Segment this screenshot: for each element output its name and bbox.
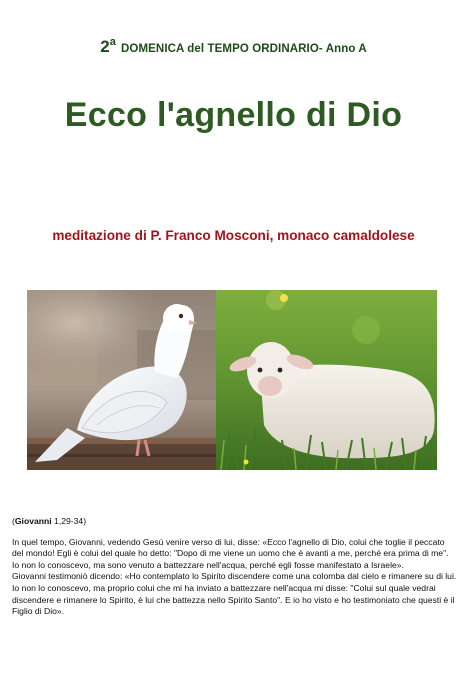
liturgical-heading	[0, 36, 467, 57]
page-title: Ecco l'agnello di Dio	[64, 96, 403, 134]
sunday-ordinal: a	[109, 36, 117, 48]
lamb-image	[216, 290, 437, 470]
gospel-paragraph-1: In quel tempo, Giovanni, vedendo Gesù venire verso di lui, disse: «Ecco l'agnello di Dio, colui che toglie il peccato del mondo! Egli è colui del quale ho detto: "Dopo di me viene un uomo che è avanti a me, perché era prima di me". Io non lo conoscevo, ma sono venuto a battezzare nell'acqua, perché egli fosse manifestato a Israele».	[12, 536, 449, 570]
dove-image	[27, 290, 216, 470]
gospel-reference: (Giovanni 1,29-34)	[12, 516, 87, 526]
gospel-text	[12, 516, 457, 618]
gospel-verses: 1,29-34)	[51, 516, 87, 526]
meditation-author: meditazione di P. Franco Mosconi, monaco camaldolese	[52, 228, 415, 243]
liturgical-heading-text: DOMENICA del TEMPO ORDINARIO- Anno A	[121, 43, 367, 55]
sunday-number: 2	[100, 37, 110, 56]
gospel-book: Giovanni	[14, 516, 52, 526]
gospel-paragraph-2: Giovanni testimoniò dicendo: «Ho contemplato lo Spirito discendere come una colomba dal cielo e rimanere su di lui. Io non lo conoscevo, ma proprio colui che mi ha inviato a battezzare nell'acqua mi disse: "Colui sul quale vedrai discendere e rimanere lo Spirito, è lui che battezza nello Spirito Santo". E io ho visto e ho testimoniato che questi è il Figlio di Dio».	[12, 571, 457, 617]
